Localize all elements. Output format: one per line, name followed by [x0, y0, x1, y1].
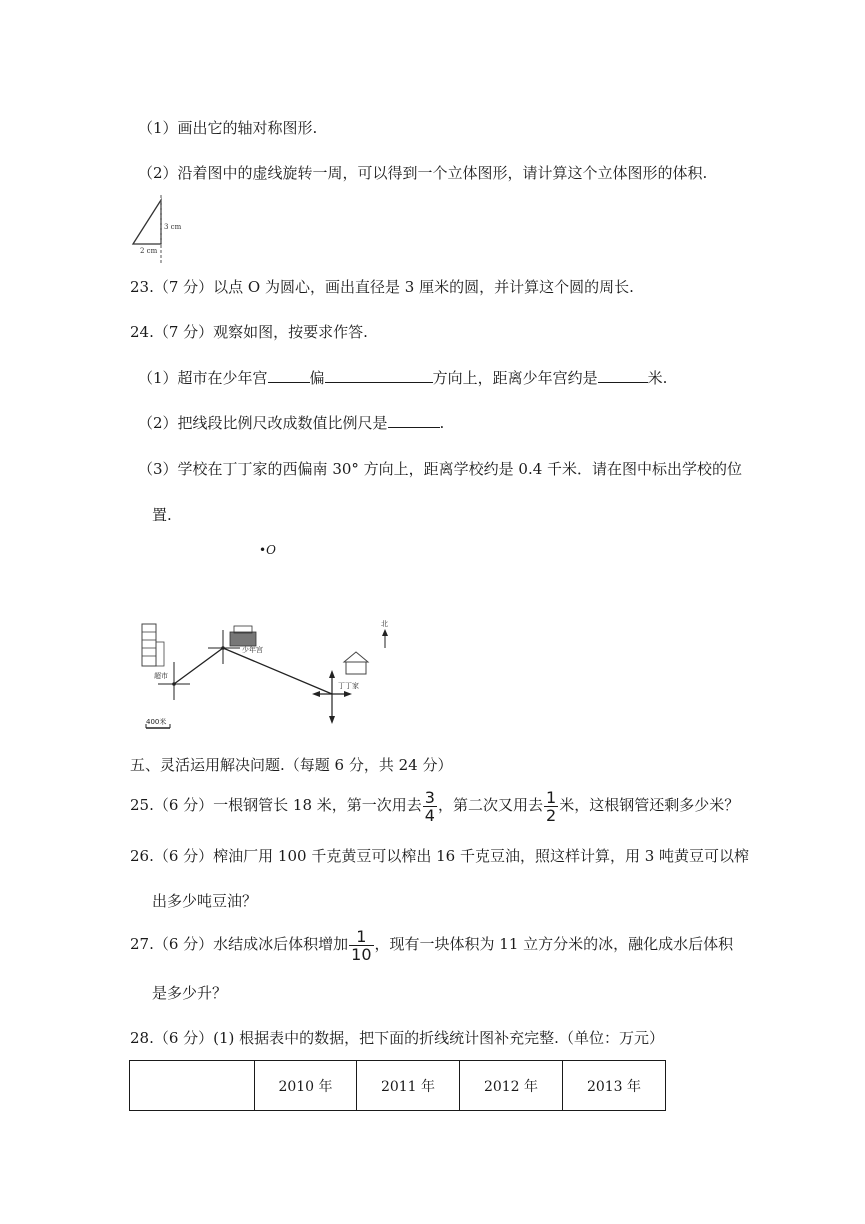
q24-sub1: [138, 367, 667, 388]
q25-text: 25.（6 分）一根钢管长 18 米，第一次用去 $\frac{3}{4}$ ，第二次又用去 $\frac{1}{2}$ 米，这根钢管还剩多少米？: [130, 787, 740, 825]
dingding-home-icon: [344, 652, 368, 674]
q24-sub2-a: （2）把线段比例尺改成数值比例尺是: [138, 414, 388, 432]
q22-sub1: （1）画出它的轴对称图形.: [138, 119, 318, 137]
scale-bar: [146, 717, 170, 728]
triangle-figure: [128, 195, 188, 267]
north-label: 北: [381, 620, 388, 628]
answer-blank-2[interactable]: [325, 367, 433, 383]
table-cell: 2012 年: [460, 1061, 563, 1111]
table-cell: [130, 1061, 255, 1111]
youth-palace-icon: [230, 626, 256, 646]
fraction-3-4: $\frac{3}{4}$: [424, 787, 435, 825]
q24-sub2: [138, 412, 444, 433]
youth-palace-label: 少年宫: [242, 646, 263, 654]
data-table: [129, 1060, 666, 1111]
q24-sub1-d: 米.: [647, 369, 668, 387]
dingding-home-label: 丁丁家: [338, 682, 359, 690]
height-label: 3 cm: [164, 223, 182, 231]
q22-sub2: （2）沿着图中的虚线旋转一周，可以得到一个立体图形，请计算这个立体图形的体积.: [138, 164, 708, 182]
point-o-label: •O: [259, 543, 276, 557]
scale-label: 400米: [146, 718, 167, 726]
fraction-1-10: $\frac{1}{10}$: [351, 926, 372, 964]
q24-sub1-c: 方向上，距离少年宫约是: [432, 369, 598, 387]
table-cell: 2011 年: [357, 1061, 460, 1111]
q27-line2: 是多少升？: [152, 984, 228, 1002]
base-label: 2 cm: [140, 247, 158, 255]
map-figure: [130, 618, 400, 736]
q23-text: 23.（7 分）以点 O 为圆心，画出直径是 3 厘米的圆，并计算这个圆的周长.: [130, 278, 634, 296]
q24-sub3-line1: （3）学校在丁丁家的西偏南 30° 方向上，距离学校约是 0.4 千米．请在图中标出学校的位: [138, 460, 743, 478]
q24-sub2-b: .: [439, 414, 445, 432]
table-header-row: [130, 1061, 666, 1111]
point-dot-icon: •: [259, 543, 267, 557]
answer-blank-3[interactable]: [598, 367, 648, 383]
q26-line1: 26.（6 分）榨油厂用 100 千克黄豆可以榨出 16 千克豆油，照这样计算，用 3 吨黄豆可以榨: [130, 847, 750, 865]
table-cell: 2010 年: [255, 1061, 357, 1111]
section5-title: 五、灵活运用解决问题.（每题 6 分，共 24 分）: [130, 756, 453, 774]
supermarket-icon: [142, 624, 164, 666]
supermarket-label: 超市: [154, 672, 168, 680]
fraction-1-2: $\frac{1}{2}$: [546, 787, 557, 825]
q24-sub1-b: 偏: [309, 369, 325, 387]
q27-line1: 27.（6 分）水结成冰后体积增加 $\frac{1}{10}$ ，现有一块体积为 11 立方分米的冰，融化成水后体积: [130, 926, 734, 964]
table-cell: 2013 年: [563, 1061, 666, 1111]
q24-sub1-a: （1）超市在少年宫: [138, 369, 268, 387]
q24-sub3-line2: 置.: [152, 506, 172, 524]
answer-blank-1[interactable]: [268, 367, 310, 383]
q28-text: 28.（6 分）(1) 根据表中的数据，把下面的折线统计图补充完整.（单位：万元）: [130, 1029, 664, 1047]
q26-line2: 出多少吨豆油？: [152, 892, 258, 910]
north-arrow-icon: [382, 629, 388, 648]
q24-text: 24.（7 分）观察如图，按要求作答.: [130, 323, 368, 341]
answer-blank-4[interactable]: [388, 412, 440, 428]
